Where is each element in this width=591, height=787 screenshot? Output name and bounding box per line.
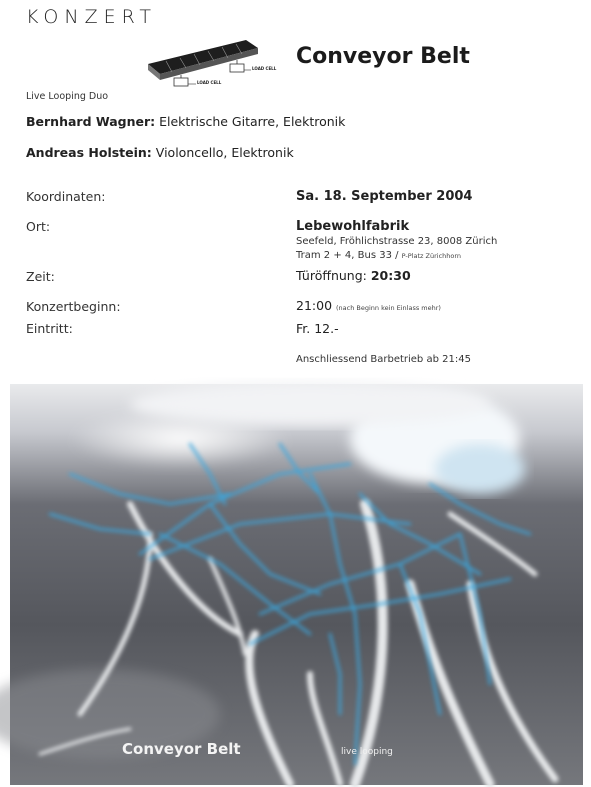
concert-start-time: 21:00 <box>296 298 333 313</box>
ort-label: Ort: <box>26 219 51 234</box>
photo-title: Conveyor Belt <box>122 740 241 758</box>
concert-title: Conveyor Belt <box>296 44 470 69</box>
konzert-heading: KONZERT <box>26 6 158 28</box>
photo-subtitle: live looping <box>341 747 393 757</box>
venue-transit <box>296 250 461 261</box>
venue-address: Seefeld, Fröhlichstrasse 23, 8008 Zürich <box>296 236 498 247</box>
concert-start-note: (nach Beginn kein Einlass mehr) <box>336 304 441 312</box>
koordinaten-label: Koordinaten: <box>26 189 106 204</box>
load-cell-label: LOAD CELL <box>197 80 222 85</box>
door-opening <box>296 268 411 283</box>
parking-info: P-Platz Zürichhorn <box>401 252 462 260</box>
concert-subtitle: Live Looping Duo <box>26 91 109 102</box>
event-date: Sa. 18. September 2004 <box>296 189 473 204</box>
venue-name: Lebewohlfabrik <box>296 219 410 234</box>
musician-row <box>26 114 345 129</box>
musician-name: Andreas Holstein: <box>26 145 152 160</box>
bar-info: Anschliessend Barbetrieb ab 21:45 <box>296 354 471 365</box>
konzertbeginn-label: Konzertbeginn: <box>26 299 121 314</box>
door-opening-prefix: Türöffnung: <box>296 268 371 283</box>
musician-role: Elektrische Gitarre, Elektronik <box>159 114 346 129</box>
door-opening-time: 20:30 <box>370 268 411 283</box>
musician-role: Violoncello, Elektronik <box>155 145 294 160</box>
load-cell-label: LOAD CELL <box>252 66 277 71</box>
cover-photo <box>10 384 583 785</box>
entry-price: Fr. 12.- <box>296 321 339 336</box>
musician-row <box>26 145 294 160</box>
conveyor-belt-illustration <box>146 34 277 96</box>
zeit-label: Zeit: <box>26 269 55 284</box>
concert-start <box>296 298 441 313</box>
eintritt-label: Eintritt: <box>26 321 73 336</box>
transit-info: Tram 2 + 4, Bus 33 / <box>296 250 402 261</box>
musician-name: Bernhard Wagner: <box>26 114 156 129</box>
